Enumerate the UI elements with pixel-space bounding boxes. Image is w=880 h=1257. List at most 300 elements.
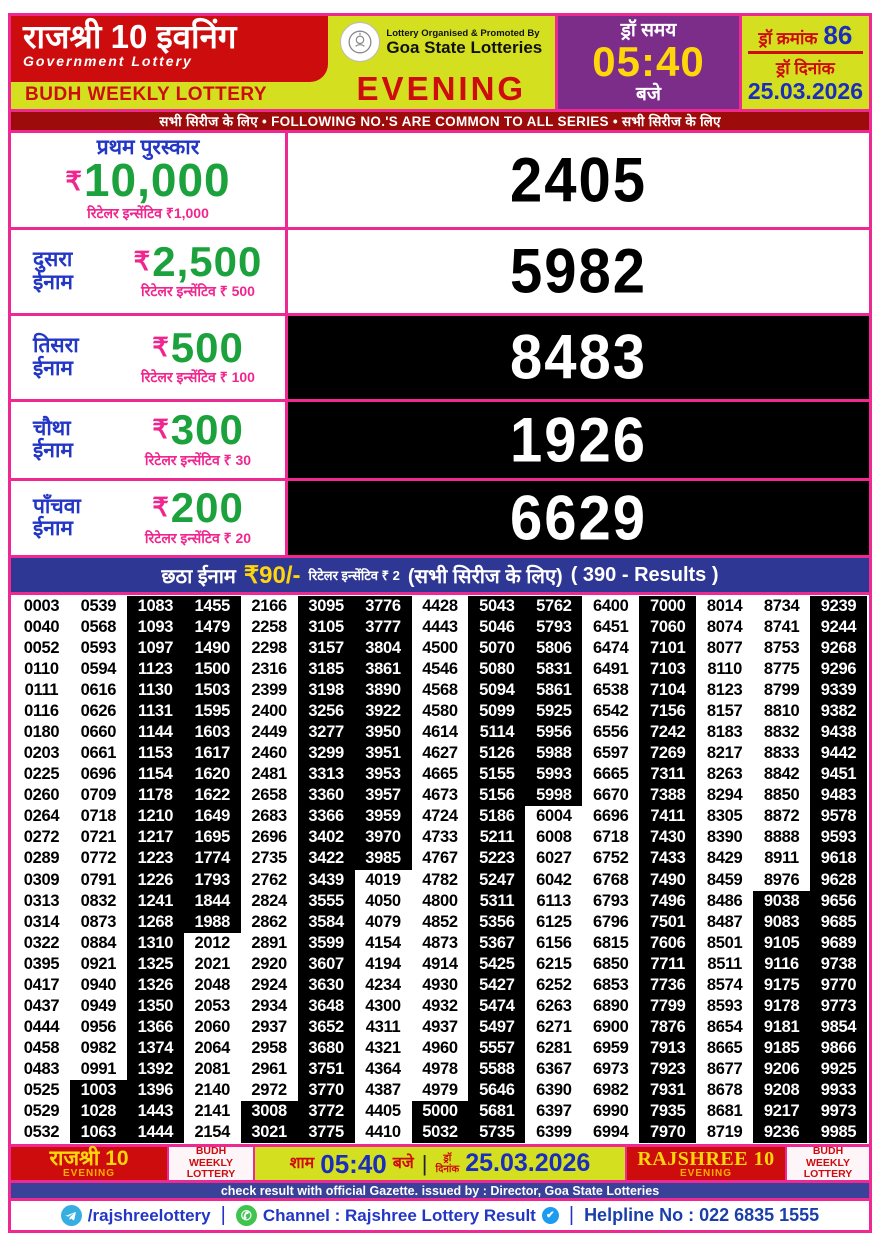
prize-4-winning-number: 1926 (509, 404, 648, 476)
result-number: 1479 (184, 617, 241, 638)
draw-time-suffix: बजे (636, 83, 661, 105)
result-number: 5735 (468, 1122, 525, 1143)
result-number: 8294 (696, 785, 753, 806)
sixth-prize-amount: ₹90/- (243, 561, 301, 589)
result-number: 8501 (696, 933, 753, 954)
result-number: 8157 (696, 701, 753, 722)
result-number: 1154 (127, 764, 184, 785)
result-number: 9105 (753, 933, 810, 954)
result-number: 8911 (753, 848, 810, 869)
result-number: 2481 (241, 764, 298, 785)
result-number: 0940 (70, 975, 127, 996)
result-number: 5211 (468, 827, 525, 848)
footer-right-subtitle: EVENING (679, 1167, 732, 1179)
result-number: 4500 (412, 638, 469, 659)
result-number: 4914 (412, 954, 469, 975)
result-number: 7060 (639, 617, 696, 638)
page-title: राजश्री 10 इवनिंग (23, 18, 237, 55)
result-number: 2316 (241, 659, 298, 680)
result-number: 3680 (298, 1038, 355, 1059)
result-number: 6008 (525, 827, 582, 848)
result-number: 8678 (696, 1080, 753, 1101)
helpline-number[interactable]: Helpline No : 022 6835 1555 (584, 1205, 820, 1225)
result-number: 2658 (241, 785, 298, 806)
result-number: 2683 (241, 806, 298, 827)
result-number: 7490 (639, 870, 696, 891)
result-number: 4387 (355, 1080, 412, 1101)
result-number: 6556 (582, 722, 639, 743)
result-number: 0040 (13, 617, 70, 638)
whatsapp-channel-link[interactable] (236, 1205, 559, 1226)
result-number: 8486 (696, 891, 753, 912)
result-number: 0437 (13, 996, 70, 1017)
result-number: 3777 (355, 617, 412, 638)
draw-number-label: ड्रॉ क्रमांक (758, 28, 818, 48)
result-number: 0116 (13, 701, 70, 722)
footer-time-suffix: बजे (392, 1154, 414, 1172)
result-number: 4937 (412, 1017, 469, 1038)
sixth-prize-series-note: (सभी सिरीज के लिए) (407, 565, 563, 588)
result-number: 4932 (412, 996, 469, 1017)
prize-row-1 (11, 130, 869, 227)
result-number: 0395 (13, 954, 70, 975)
result-number: 0718 (70, 806, 127, 827)
result-number: 2937 (241, 1017, 298, 1038)
result-number: 6451 (582, 617, 639, 638)
result-number: 5646 (468, 1080, 525, 1101)
result-number: 0532 (13, 1122, 70, 1143)
result-number: 3959 (355, 806, 412, 827)
result-number: 9770 (810, 975, 867, 996)
result-number: 1063 (70, 1122, 127, 1143)
result-number: 3555 (298, 891, 355, 912)
result-number: 3095 (298, 596, 355, 617)
result-number: 6397 (525, 1101, 582, 1122)
result-number: 4614 (412, 722, 469, 743)
result-number: 4300 (355, 996, 412, 1017)
result-number: 4960 (412, 1038, 469, 1059)
result-number: 1223 (127, 848, 184, 869)
result-number: 9854 (810, 1017, 867, 1038)
prize-3-info (11, 316, 288, 399)
result-number: 3422 (298, 848, 355, 869)
whatsapp-channel-label: Channel : Rajshree Lottery Result (262, 1205, 536, 1225)
result-number: 4050 (355, 891, 412, 912)
result-number: 3861 (355, 659, 412, 680)
result-number: 6982 (582, 1080, 639, 1101)
result-number: 1444 (127, 1122, 184, 1143)
result-number: 4782 (412, 870, 469, 891)
result-number: 0529 (13, 1101, 70, 1122)
result-number: 2258 (241, 617, 298, 638)
result-number: 1131 (127, 701, 184, 722)
result-number: 0272 (13, 827, 70, 848)
result-number: 7935 (639, 1101, 696, 1122)
prize-3-label-2: ईनाम (33, 356, 73, 380)
prize-4-number-cell (288, 402, 869, 478)
result-number: 5186 (468, 806, 525, 827)
result-number: 2400 (241, 701, 298, 722)
verified-badge-icon: ✔ (542, 1207, 559, 1224)
result-number: 7242 (639, 722, 696, 743)
result-number: 2961 (241, 1059, 298, 1080)
result-number: 5046 (468, 617, 525, 638)
prize-2-incentive: रिटेलर इन्सेंटिव ₹ 500 (141, 283, 255, 300)
footer-left-title: राजश्री 10 (49, 1147, 129, 1170)
result-number: 8014 (696, 596, 753, 617)
result-number: 1443 (127, 1101, 184, 1122)
prize-4-incentive: रिटेलर इन्सेंटिव ₹ 30 (144, 451, 252, 468)
result-number: 4428 (412, 596, 469, 617)
prize-2-info (11, 230, 288, 313)
result-number: 0709 (70, 785, 127, 806)
result-number: 0832 (70, 891, 127, 912)
result-number: 1603 (184, 722, 241, 743)
result-number: 8799 (753, 680, 810, 701)
prize-5-label: पाँचवा (33, 494, 81, 518)
result-number: 6281 (525, 1038, 582, 1059)
result-number: 2958 (241, 1038, 298, 1059)
result-number: 5080 (468, 659, 525, 680)
result-number: 8734 (753, 596, 810, 617)
prize-3-number-cell (288, 316, 869, 399)
result-number: 6718 (582, 827, 639, 848)
result-number: 2934 (241, 996, 298, 1017)
prize-4-label-2: ईनाम (33, 439, 73, 462)
result-number: 3951 (355, 743, 412, 764)
result-number: 9866 (810, 1038, 867, 1059)
draw-time-box (555, 16, 742, 109)
result-number: 0264 (13, 806, 70, 827)
footer-time-value: 05:40 (320, 1148, 387, 1179)
result-number: 9593 (810, 827, 867, 848)
result-number: 8487 (696, 912, 753, 933)
result-number: 6400 (582, 596, 639, 617)
result-number: 2762 (241, 870, 298, 891)
draw-date-value: 25.03.2026 (747, 77, 863, 104)
result-number: 1490 (184, 638, 241, 659)
result-number: 6990 (582, 1101, 639, 1122)
result-number: 4079 (355, 912, 412, 933)
result-number: 3804 (355, 638, 412, 659)
telegram-link[interactable] (61, 1205, 211, 1226)
sixth-prize-incentive: रिटेलर इन्सेंटिव ₹ 2 (308, 568, 400, 583)
rupee-icon: ₹ (65, 165, 82, 196)
result-number: 0772 (70, 848, 127, 869)
result-number: 0539 (70, 596, 127, 617)
result-number: 3775 (298, 1122, 355, 1143)
result-number: 0180 (13, 722, 70, 743)
result-number: 5497 (468, 1017, 525, 1038)
prize-4-amount: 300 (170, 406, 244, 454)
result-number: 0525 (13, 1080, 70, 1101)
result-number: 6973 (582, 1059, 639, 1080)
result-number: 0991 (70, 1059, 127, 1080)
result-number: 2064 (184, 1038, 241, 1059)
result-number: 8574 (696, 975, 753, 996)
result-number: 9116 (753, 954, 810, 975)
result-number: 1774 (184, 848, 241, 869)
result-number: 5474 (468, 996, 525, 1017)
result-number: 3985 (355, 848, 412, 869)
prize-4-label: चौथा (33, 416, 71, 440)
result-number: 6399 (525, 1122, 582, 1143)
result-number: 8741 (753, 617, 810, 638)
result-number: 6853 (582, 975, 639, 996)
result-number: 1326 (127, 975, 184, 996)
result-number: 3751 (298, 1059, 355, 1080)
result-number: 5247 (468, 870, 525, 891)
result-number: 0314 (13, 912, 70, 933)
result-number: 8719 (696, 1122, 753, 1143)
result-number: 5831 (525, 659, 582, 680)
weekly-lottery-label: BUDH WEEKLY LOTTERY (25, 84, 268, 105)
footer-right-title-box (625, 1147, 785, 1180)
result-number: 6390 (525, 1080, 582, 1101)
result-number: 6367 (525, 1059, 582, 1080)
result-number: 6263 (525, 996, 582, 1017)
result-number: 5126 (468, 743, 525, 764)
prize-5-number-cell (288, 481, 869, 555)
prize-row-2 (11, 227, 869, 313)
result-number: 5988 (525, 743, 582, 764)
prize-2-number-cell (288, 230, 869, 313)
result-number: 1217 (127, 827, 184, 848)
result-number: 6959 (582, 1038, 639, 1059)
draw-info-box (742, 16, 869, 109)
result-number: 0309 (13, 870, 70, 891)
result-number: 8842 (753, 764, 810, 785)
result-number: 1210 (127, 806, 184, 827)
result-number: 3599 (298, 933, 355, 954)
result-number: 7970 (639, 1122, 696, 1143)
result-number: 1396 (127, 1080, 184, 1101)
sixth-prize-label: छठा ईनाम (161, 565, 236, 588)
result-number: 7913 (639, 1038, 696, 1059)
result-number: 5557 (468, 1038, 525, 1059)
result-number: 9442 (810, 743, 867, 764)
social-divider: | (568, 1204, 575, 1226)
result-number: 8654 (696, 1017, 753, 1038)
result-number: 9244 (810, 617, 867, 638)
prize-5-label-2: ईनाम (33, 517, 73, 540)
result-number: 0956 (70, 1017, 127, 1038)
result-number: 5043 (468, 596, 525, 617)
result-number: 4665 (412, 764, 469, 785)
result-number: 1130 (127, 680, 184, 701)
result-number: 3185 (298, 659, 355, 680)
header (11, 16, 869, 109)
result-number: 7101 (639, 638, 696, 659)
session-label: EVENING (356, 70, 527, 107)
result-number: 1003 (70, 1080, 127, 1101)
rupee-icon: ₹ (152, 414, 169, 445)
result-number: 7000 (639, 596, 696, 617)
result-number: 7433 (639, 848, 696, 869)
result-number: 3970 (355, 827, 412, 848)
result-number: 8872 (753, 806, 810, 827)
result-number: 3648 (298, 996, 355, 1017)
result-number: 0203 (13, 743, 70, 764)
result-number: 5681 (468, 1101, 525, 1122)
result-number: 9483 (810, 785, 867, 806)
result-number: 9083 (753, 912, 810, 933)
result-number: 1617 (184, 743, 241, 764)
result-number: 9296 (810, 659, 867, 680)
result-number: 4546 (412, 659, 469, 680)
result-number: 2920 (241, 954, 298, 975)
result-number: 1153 (127, 743, 184, 764)
result-number: 8665 (696, 1038, 753, 1059)
result-number: 5032 (412, 1122, 469, 1143)
result-number: 8459 (696, 870, 753, 891)
result-number: 3105 (298, 617, 355, 638)
result-number: 4580 (412, 701, 469, 722)
result-number: 1226 (127, 870, 184, 891)
prize-3-amount: 500 (170, 323, 244, 371)
result-number: 5861 (525, 680, 582, 701)
result-number: 5114 (468, 722, 525, 743)
draw-time-label: ड्रॉ समय (620, 19, 677, 41)
prize-5-winning-number: 6629 (509, 482, 648, 554)
result-number: 6900 (582, 1017, 639, 1038)
prize-1-label: प्रथम पुरस्कार (96, 136, 200, 160)
result-number: 4852 (412, 912, 469, 933)
result-number: 9236 (753, 1122, 810, 1143)
result-number: 2735 (241, 848, 298, 869)
result-number: 2891 (241, 933, 298, 954)
result-number: 5356 (468, 912, 525, 933)
prize-2-label-2: ईनाम (33, 270, 73, 294)
result-number: 9578 (810, 806, 867, 827)
result-number: 3008 (241, 1101, 298, 1122)
result-number: 6696 (582, 806, 639, 827)
result-number: 1093 (127, 617, 184, 638)
result-number: 0110 (13, 659, 70, 680)
result-number: 6665 (582, 764, 639, 785)
result-number: 3313 (298, 764, 355, 785)
prize-1-winning-number: 2405 (509, 144, 648, 216)
result-number: 3021 (241, 1122, 298, 1143)
result-number: 5155 (468, 764, 525, 785)
series-strip: सभी सिरीज के लिए • FOLLOWING NO.'S ARE COMMON TO ALL SERIES • सभी सिरीज के लिए (11, 109, 869, 130)
draw-number-value: 86 (823, 19, 853, 50)
prize-5-incentive: रिटेलर इन्सेंटिव ₹ 20 (144, 529, 252, 546)
result-number: 3890 (355, 680, 412, 701)
result-number: 1123 (127, 659, 184, 680)
result-number: 3950 (355, 722, 412, 743)
result-number: 1392 (127, 1059, 184, 1080)
result-number: 2166 (241, 596, 298, 617)
result-number: 9738 (810, 954, 867, 975)
result-number: 3366 (298, 806, 355, 827)
result-number: 2696 (241, 827, 298, 848)
result-number: 0111 (13, 680, 70, 701)
result-number: 3772 (298, 1101, 355, 1122)
result-number: 6542 (582, 701, 639, 722)
footer-date-label: ड्रॉ दिनांक (435, 1152, 460, 1175)
result-number: 6042 (525, 870, 582, 891)
result-number: 0458 (13, 1038, 70, 1059)
result-number: 1649 (184, 806, 241, 827)
result-number: 8183 (696, 722, 753, 743)
gazette-note: check result with official Gazette. issued by : Director, Goa State Lotteries (11, 1180, 869, 1198)
result-number: 2449 (241, 722, 298, 743)
result-number: 8263 (696, 764, 753, 785)
result-number: 5427 (468, 975, 525, 996)
result-number: 2053 (184, 996, 241, 1017)
result-number: 4311 (355, 1017, 412, 1038)
result-number: 5925 (525, 701, 582, 722)
result-number: 9239 (810, 596, 867, 617)
result-number: 0568 (70, 617, 127, 638)
result-number: 0313 (13, 891, 70, 912)
footer-bar (11, 1144, 869, 1180)
result-number: 4405 (355, 1101, 412, 1122)
result-number: 6796 (582, 912, 639, 933)
result-number: 8850 (753, 785, 810, 806)
result-number: 0791 (70, 870, 127, 891)
result-number: 7311 (639, 764, 696, 785)
result-number: 9451 (810, 764, 867, 785)
result-number: 2924 (241, 975, 298, 996)
result-number: 0626 (70, 701, 127, 722)
result-number: 0444 (13, 1017, 70, 1038)
result-number: 4724 (412, 806, 469, 827)
result-number: 3198 (298, 680, 355, 701)
result-number: 5070 (468, 638, 525, 659)
result-number: 1455 (184, 596, 241, 617)
footer-time-date-box (253, 1147, 625, 1180)
result-number: 9628 (810, 870, 867, 891)
result-number: 0003 (13, 596, 70, 617)
result-number: 8976 (753, 870, 810, 891)
prize-1-amount: 10,000 (83, 154, 231, 207)
result-number: 7430 (639, 827, 696, 848)
result-number: 6125 (525, 912, 582, 933)
result-number: 3776 (355, 596, 412, 617)
result-number: 5156 (468, 785, 525, 806)
result-number: 9339 (810, 680, 867, 701)
result-number: 5094 (468, 680, 525, 701)
result-number: 8833 (753, 743, 810, 764)
result-number: 9973 (810, 1101, 867, 1122)
result-number: 4194 (355, 954, 412, 975)
result-number: 9656 (810, 891, 867, 912)
result-number: 7103 (639, 659, 696, 680)
result-number: 3607 (298, 954, 355, 975)
sixth-prize-strip (11, 555, 869, 592)
header-left (11, 16, 328, 109)
prize-row-3 (11, 313, 869, 399)
result-number: 1268 (127, 912, 184, 933)
result-number: 9933 (810, 1080, 867, 1101)
result-number: 2012 (184, 933, 241, 954)
prize-4-info (11, 402, 288, 478)
result-number: 4154 (355, 933, 412, 954)
social-divider: | (220, 1204, 226, 1226)
result-number: 7269 (639, 743, 696, 764)
footer-time-prefix: शाम (289, 1154, 315, 1172)
result-number: 6538 (582, 680, 639, 701)
government-lottery-label: Government Lottery (23, 52, 193, 69)
result-number: 7156 (639, 701, 696, 722)
result-number: 7711 (639, 954, 696, 975)
result-number: 6004 (525, 806, 582, 827)
footer-budh-box (167, 1147, 253, 1180)
result-number: 8429 (696, 848, 753, 869)
result-number: 8123 (696, 680, 753, 701)
